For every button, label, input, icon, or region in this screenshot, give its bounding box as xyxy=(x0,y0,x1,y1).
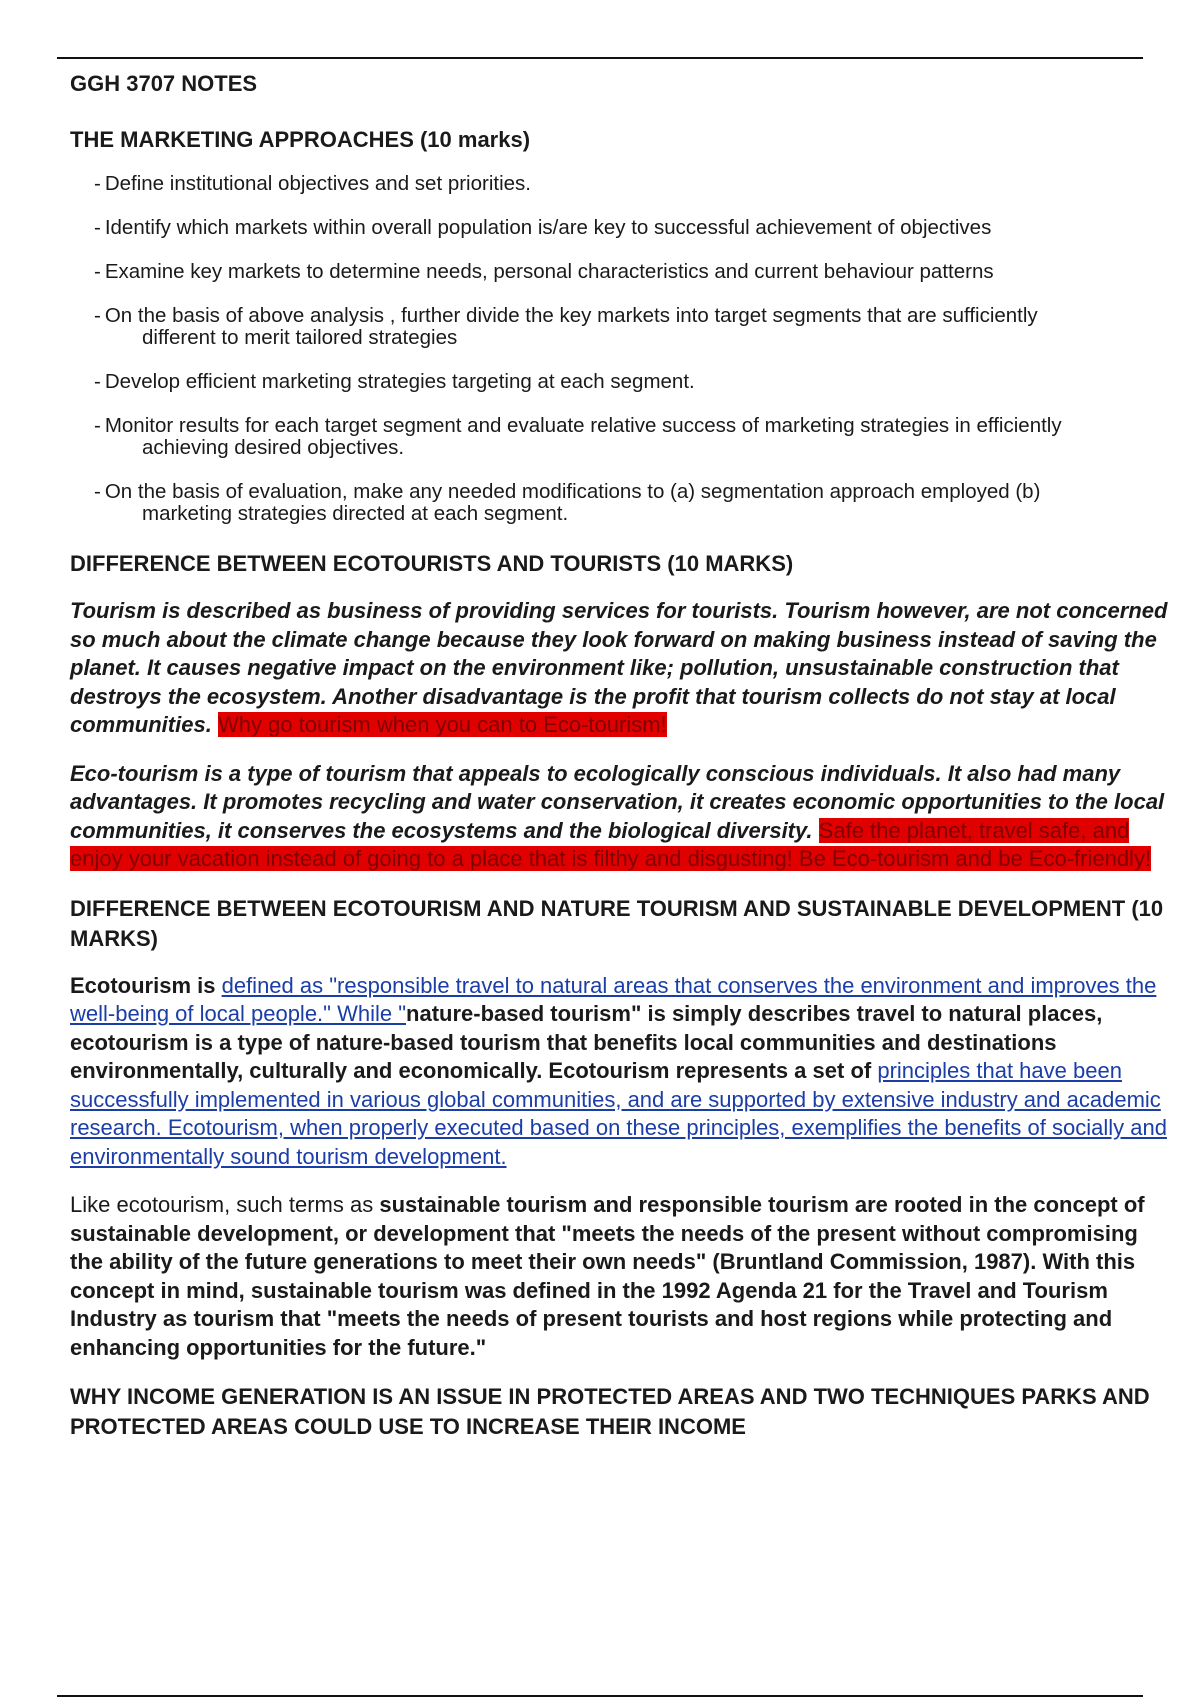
section-heading-ecotourists: DIFFERENCE BETWEEN ECOTOURISTS AND TOURISTS (10 MARKS) xyxy=(70,551,794,576)
tourism-paragraph: Tourism is described as business of providing services for tourists. Tourism however, are not concerned so much about the climate change because they look forward on making business instead of saving the planet. It causes negative impact on the environment like; pollution, unsustainable construction that destroys the ecosystem. Another disadvantage is the profit that tourism collects do not stay at local communities. Why go tourism when you can to Eco-tourism! xyxy=(70,598,1168,737)
highlighted-text: Why go tourism when you can to Eco-tourism! xyxy=(217,712,667,737)
list-item: - Develop efficient marketing strategies targeting at each segment. xyxy=(94,370,695,393)
section-heading-marketing: THE MARKETING APPROACHES (10 marks) xyxy=(70,127,531,152)
principles-link[interactable]: principles that have been successfully implemented in various global communities, and are supported by extensive industry and academic research. Ecotourism, when properly executed based on these principles, exemplifies the benefits of socially and environmentally sound tourism development. xyxy=(70,1058,1167,1169)
top-divider xyxy=(57,57,1143,59)
ecotourism-definition-paragraph: Ecotourism is defined as "responsible travel to natural areas that conserves the environment and improves the well-being of local people." While "nature-based tourism" is simply describes travel to natural places, ecotourism is a type of nature-based tourism that benefits local communities and destinations environmentally, culturally and economically. Ecotourism represents a set of principles that have been successfully implemented in various global communities, and are supported by extensive industry and academic research. Ecotourism, when properly executed based on these principles, exemplifies the benefits of socially and environmentally sound tourism development. xyxy=(70,972,1167,1169)
bottom-divider xyxy=(57,1695,1143,1697)
section-heading-nature-tourism: DIFFERENCE BETWEEN ECOTOURISM AND NATURE TOURISM AND SUSTAINABLE DEVELOPMENT (10 MARKS) xyxy=(70,895,1164,951)
sustainable-tourism-paragraph: Like ecotourism, such terms as sustainable tourism and responsible tourism are rooted in the concept of sustainable development, or development that "meets the needs of the present without compromising the ability of the future generations to meet their own needs" (Bruntland Commission, 1987). With this concept in mind, sustainable tourism was defined in the 1992 Agenda 21 for the Travel and Tourism Industry as tourism that "meets the needs of present tourists and host regions while protecting and enhancing opportunities for the future." xyxy=(70,1192,1145,1360)
list-item: - Define institutional objectives and set priorities. xyxy=(94,172,531,195)
document-body xyxy=(70,70,1170,1460)
highlighted-text: Safe the planet, travel safe, and enjoy your vacation instead of going to a place that is filthy and disgusting! Be Eco-tourism and be Eco-friendly! xyxy=(70,817,1152,871)
list-item: - Identify which markets within overall population is/are key to successful achievement of objectives xyxy=(94,216,992,239)
section-heading-income-generation: WHY INCOME GENERATION IS AN ISSUE IN PROTECTED AREAS AND TWO TECHNIQUES PARKS AND PROTECTED AREAS COULD USE TO INCREASE THEIR INCOME xyxy=(70,1384,1150,1439)
ecotourism-paragraph: Eco-tourism is a type of tourism that appeals to ecologically conscious individuals. It also had many advantages. It promotes recycling and water conservation, it creates economic opportunities to the local communities, it conserves the ecosystems and the biological diversity. Safe the planet, travel safe, and enjoy your vacation instead of going to a place that is filthy and disgusting! Be Eco-tourism and be Eco-friendly! xyxy=(70,760,1165,871)
marketing-steps-list xyxy=(70,173,1170,525)
document-title: GGH 3707 NOTES xyxy=(70,71,258,96)
definition-link[interactable]: defined as "responsible travel to natural areas that conserves the environment and improves the well-being of local people." While " xyxy=(70,972,1157,1026)
list-item: - On the basis of above analysis , further divide the key markets into target segments that are sufficiently different to merit tailored strategies xyxy=(94,304,1038,349)
list-item: - Examine key markets to determine needs, personal characteristics and current behaviour patterns xyxy=(94,260,994,283)
list-item: - On the basis of evaluation, make any needed modifications to (a) segmentation approach employed (b) marketing strategies directed at each segment. xyxy=(94,480,1041,525)
list-item: - Monitor results for each target segment and evaluate relative success of marketing strategies in efficiently achieving desired objectives. xyxy=(94,414,1062,459)
